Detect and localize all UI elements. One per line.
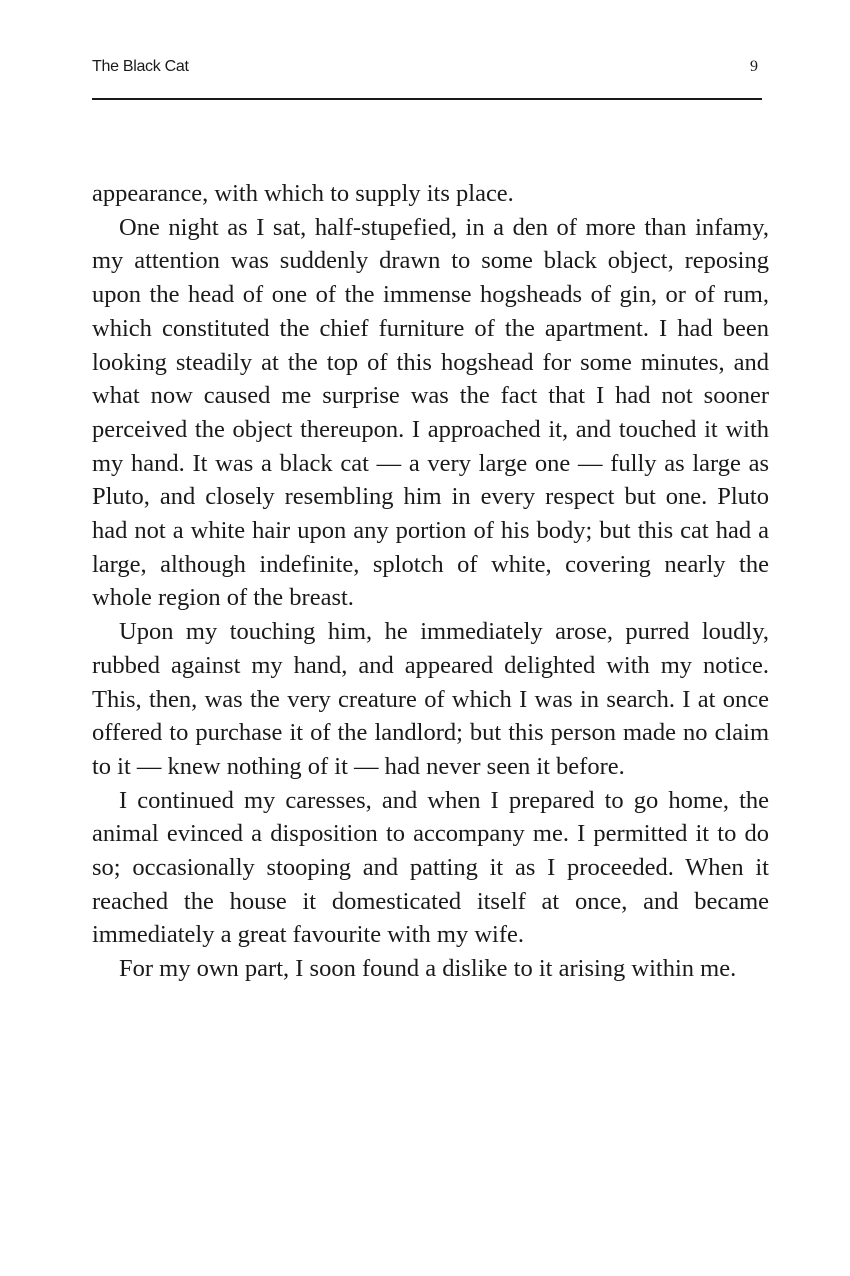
paragraph-caresses: I continued my caresses, and when I prepared to go home, the animal evinced a disposition to accompany me. I permitted it to do so; occasionally stooping and patting it as I proceeded. When it reached the house it domesticated itself at once, and became immediately a great favourite with my wife. <box>92 786 769 949</box>
header-rule <box>92 98 762 100</box>
paragraph-touching-him: Upon my touching him, he immediately arose, purred loudly, rubbed against my hand, and appeared delighted with my notice. This, then, was the very creature of which I was in search. I at once offered to purchase it of the landlord; but this person made no claim to it — knew nothing of it — had never seen it before. <box>92 618 769 780</box>
page-number: 9 <box>750 58 758 75</box>
body-text <box>92 177 769 986</box>
paragraph-dislike: For my own part, I soon found a dislike to it arising within me. <box>119 955 737 983</box>
paragraph-continued: appearance, with which to supply its place. <box>92 180 514 207</box>
running-header <box>92 56 758 78</box>
book-title: The Black Cat <box>92 58 189 75</box>
paragraph-black-object: One night as I sat, half-stupefied, in a den of more than infamy, my attention was suddenly drawn to some black object, reposing upon the head of one of the immense hogsheads of gin, or of rum, which constituted the chief furniture of the apartment. I had been looking steadily at the top of this hogshead for some minutes, and what now caused me surprise was the fact that I had not sooner perceived the object thereupon. I approached it, and touched it with my hand. It was a black cat — a very large one — fully as large as Pluto, and closely resembling him in every respect but one. Pluto had not a white hair upon any portion of his body; but this cat had a large, although indefinite, splotch of white, covering nearly the whole region of the breast. <box>92 213 769 612</box>
